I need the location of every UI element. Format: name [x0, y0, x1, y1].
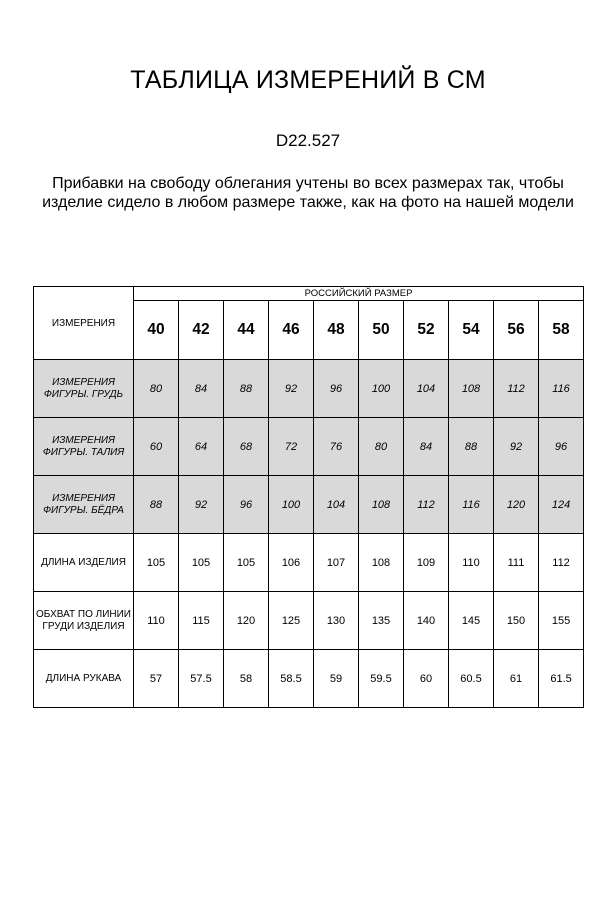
table-cell: 106 — [269, 534, 314, 592]
table-cell: 107 — [314, 534, 359, 592]
table-cell: 76 — [314, 418, 359, 476]
table-body — [34, 360, 584, 708]
table-cell: 108 — [449, 360, 494, 418]
fit-note: Прибавки на свободу облегания учтены во всех размерах так, чтобы изделие сидело в любом размере также, как на фото на нашей модели — [42, 175, 574, 211]
size-header-cell: 48 — [314, 301, 359, 360]
table-cell: 59 — [314, 650, 359, 708]
table-cell: 60 — [134, 418, 179, 476]
table-cell: 125 — [269, 592, 314, 650]
table-cell: 108 — [359, 476, 404, 534]
table-cell: 88 — [224, 360, 269, 418]
table-cell: 124 — [539, 476, 584, 534]
size-header-cell: 50 — [359, 301, 404, 360]
table-cell: 96 — [539, 418, 584, 476]
size-header-cell: 40 — [134, 301, 179, 360]
table-cell: 116 — [449, 476, 494, 534]
table-cell: 84 — [404, 418, 449, 476]
table-cell: 80 — [359, 418, 404, 476]
table-cell: 92 — [179, 476, 224, 534]
table-cell: 68 — [224, 418, 269, 476]
table-cell: 105 — [224, 534, 269, 592]
row-label: ИЗМЕРЕНИЯ ФИГУРЫ. ГРУДЬ — [34, 360, 134, 418]
table-row — [34, 592, 584, 650]
size-header-cell: 42 — [179, 301, 224, 360]
table-cell: 116 — [539, 360, 584, 418]
table-cell: 80 — [134, 360, 179, 418]
table-cell: 109 — [404, 534, 449, 592]
table-cell: 135 — [359, 592, 404, 650]
size-table — [33, 286, 584, 708]
size-header-cell: 58 — [539, 301, 584, 360]
table-cell: 100 — [269, 476, 314, 534]
russian-size-header: РОССИЙСКИЙ РАЗМЕР — [134, 287, 584, 301]
table-cell: 105 — [179, 534, 224, 592]
row-label: ИЗМЕРЕНИЯ ФИГУРЫ. ТАЛИЯ — [34, 418, 134, 476]
table-cell: 88 — [449, 418, 494, 476]
table-cell: 120 — [224, 592, 269, 650]
table-cell: 96 — [224, 476, 269, 534]
table-cell: 104 — [314, 476, 359, 534]
size-header-cell: 46 — [269, 301, 314, 360]
table-cell: 115 — [179, 592, 224, 650]
table-cell: 110 — [449, 534, 494, 592]
row-label: ОБХВАТ ПО ЛИНИИ ГРУДИ ИЗДЕЛИЯ — [34, 592, 134, 650]
table-cell: 84 — [179, 360, 224, 418]
table-cell: 112 — [494, 360, 539, 418]
table-cell: 140 — [404, 592, 449, 650]
table-cell: 57.5 — [179, 650, 224, 708]
table-cell: 60 — [404, 650, 449, 708]
row-label: ДЛИНА ИЗДЕЛИЯ — [34, 534, 134, 592]
table-cell: 130 — [314, 592, 359, 650]
table-cell: 120 — [494, 476, 539, 534]
table-cell: 110 — [134, 592, 179, 650]
row-label: ДЛИНА РУКАВА — [34, 650, 134, 708]
table-cell: 100 — [359, 360, 404, 418]
table-row — [34, 418, 584, 476]
table-cell: 64 — [179, 418, 224, 476]
table-row — [34, 650, 584, 708]
table-row — [34, 360, 584, 418]
table-cell: 59.5 — [359, 650, 404, 708]
row-label: ИЗМЕРЕНИЯ ФИГУРЫ. БЁДРА — [34, 476, 134, 534]
table-cell: 61 — [494, 650, 539, 708]
table-cell: 57 — [134, 650, 179, 708]
table-cell: 96 — [314, 360, 359, 418]
table-cell: 61.5 — [539, 650, 584, 708]
table-cell: 88 — [134, 476, 179, 534]
page-title: ТАБЛИЦА ИЗМЕРЕНИЙ В СМ — [130, 66, 486, 94]
table-cell: 92 — [494, 418, 539, 476]
size-header-cell: 44 — [224, 301, 269, 360]
table-cell: 72 — [269, 418, 314, 476]
size-header-cell: 56 — [494, 301, 539, 360]
measurements-header: ИЗМЕРЕНИЯ — [34, 287, 134, 360]
table-cell: 105 — [134, 534, 179, 592]
size-header-cell: 52 — [404, 301, 449, 360]
table-cell: 108 — [359, 534, 404, 592]
table-row — [34, 476, 584, 534]
product-code: D22.527 — [275, 131, 341, 150]
table-cell: 111 — [494, 534, 539, 592]
table-cell: 104 — [404, 360, 449, 418]
table-cell: 145 — [449, 592, 494, 650]
table-cell: 58.5 — [269, 650, 314, 708]
table-cell: 60.5 — [449, 650, 494, 708]
table-cell: 112 — [404, 476, 449, 534]
table-cell: 92 — [269, 360, 314, 418]
table-cell: 112 — [539, 534, 584, 592]
table-row — [34, 534, 584, 592]
table-cell: 150 — [494, 592, 539, 650]
table-cell: 58 — [224, 650, 269, 708]
size-header-cell: 54 — [449, 301, 494, 360]
table-cell: 155 — [539, 592, 584, 650]
